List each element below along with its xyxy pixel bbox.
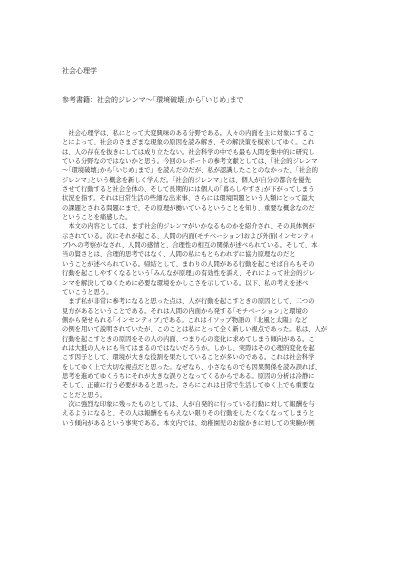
body-text-line: は、人の存在を抜きにしては成り立たない。社会科学の中でも最も人間を集中的に研究し <box>62 148 315 156</box>
body-text-line: こす因子として、環境が大きな役割を果たしていることが多いのである。これは社会科学 <box>62 354 315 362</box>
body-text-line: ていこうと思う。 <box>62 288 113 296</box>
body-text-line: ンマを解決してゆくために必要な環境をかしこさを示している。以下、私の考えを述べ <box>62 279 309 287</box>
body-text-line: の課題とされる問題にまで、その原理が働いているということを知り、重要な概念なのだ <box>62 204 315 212</box>
body-text-line: そして、正確に行う必要があると思った。さらにこれは日常で生活してゆく上でも重要な <box>62 382 315 390</box>
reference-book-line: 参考書籍：社会的ジレンマ～｢環境破壊｣から｢いじめ｣まで <box>62 96 244 104</box>
body-text-line: えるようになると、その人は報酬をもらえない限りその行動をしたくなくなってしまうと <box>62 410 315 418</box>
body-text-line: 思考を進めてゆくうちにそれが大きな誤りとなってくるからである。原因の分析は冷静に <box>62 372 315 380</box>
body-text-line: 見方があるということである。それは人間の内面から発する｢モチベーション｣と環境の <box>62 307 309 315</box>
body-text-line: 当の賢さとは、合理的思考ではなく、人間の私にもとらわれずに協力原理なのだと <box>62 251 296 259</box>
body-text-line: れは大抵の人々にも当てはまるのではないだろうか。しかし、実際はその心理的変化を起 <box>62 344 315 352</box>
body-text-line: 本文の内容としては、まず社会的ジレンマがいかなるものかを紹介され、その具体例が <box>62 223 315 231</box>
body-text-line: ～｢環境破壊｣から｢いじめ｣まで』を読んだのだが、私が認識したことのなかった、｢社会的 <box>62 167 318 175</box>
body-text-line: いうことが述べられている。帰結として、まわりの人間がある行動を起こせば自らもその <box>62 260 315 268</box>
body-text-line: 状況を指す。それは日常生活の些細な出来事、さらには環境問題という人類にとって最大 <box>62 195 315 203</box>
body-text-line: 行動を起こすときの原因をその人の内面、つまり心の変化に求めてしまう傾向がある。こ <box>62 335 315 343</box>
body-text-line: ことだと思う。 <box>62 391 107 399</box>
body-text-line: 行動を起こしやすくなるという｢みんなが原理｣の有効性を訴え、それによって社会的ジレ <box>62 270 315 278</box>
document-body <box>62 129 348 428</box>
body-text-line: ている分野なのではないかと思う。今回のレポートの参考文献としては、『社会的ジレンマ <box>62 158 318 166</box>
body-text-line: 示されている。次にそれが起こる、人間の内面(モチベーション)および外面(インセンティ <box>62 232 316 240</box>
body-text-line: ジレンマ｣という概念を新しく学んだ。｢社会的ジレンマ｣とは、個人が自分の都合を優先 <box>62 176 311 184</box>
body-text-line: とによって、社会のさまざまな現象の原因を読み解き、その解決策を模索してゆく。これ <box>62 139 315 147</box>
body-text-line: の例を用いて説明されていたが、このことは私にとって全く新しい視点であった。私は、人が <box>62 326 328 334</box>
body-text-line: させて行動すると社会全体の、そして長期的には個人の｢暮らしやすさ｣が下がってしまう <box>62 186 315 194</box>
body-text-line: ブ)への考察がなされ、人間の感情と、合理性の相互の関係が述べられている。そして、本 <box>62 242 318 250</box>
body-text-line: まず私が非常に参考になると思った点は、人が行動を起こすときの原因として、二つの <box>62 298 315 306</box>
body-text-line: 側から発せられる｢インセンティブ｣である。これはイソップ物語の『北風と太陽』など <box>62 316 308 324</box>
body-text-line: 社会心理学は、私にとって大変興味のある分野である。人々の内面を主に対象にするこ <box>62 130 315 137</box>
body-text-line: をしてゆく上で大切な視点だと思った。なぜなら、小さなものでも因果関係を読み誤れば、 <box>62 363 321 371</box>
body-text-line: ということを痛感した。 <box>62 214 132 222</box>
body-text-line: いう傾向があるという事実である。本文内では、幼稚園児のお絵かきに対しての実験が例 <box>62 419 315 427</box>
body-text-line: 次に強烈な印象に残ったものとしては、人が自発的に行っている行動に対して報酬を与 <box>62 400 315 408</box>
document-title: 社会心理学 <box>62 67 97 75</box>
